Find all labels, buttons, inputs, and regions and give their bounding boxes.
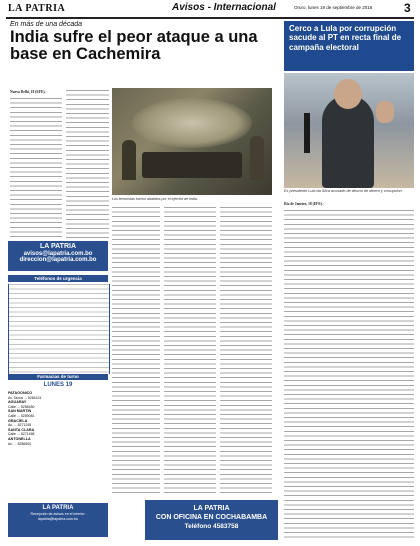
cochabamba-ad (145, 500, 278, 540)
contact-logo: LA PATRIA (39, 243, 77, 250)
article-headline: India sufre el peor ataque a una base en Cachemira (10, 28, 258, 63)
header-divider (6, 17, 414, 19)
article-dateline: Nueva Delhi, 18 (EFE).- (10, 90, 47, 94)
article-column-5 (220, 207, 272, 497)
article-column-4 (164, 207, 216, 497)
article-photo (112, 88, 272, 195)
reception-logo: LA PATRIA (42, 505, 74, 511)
right-article-dateline: Río de Janeiro, 18 (EFE).- (284, 202, 325, 206)
phones-list (8, 284, 110, 374)
right-article-dateline-block (284, 202, 414, 207)
contact-box (8, 241, 108, 271)
photo-caption: Los terroristas fueron abatidos por el ejército de India. (112, 197, 198, 201)
pharmacy-item: SAN MARTIN Calle ... 5289081 (8, 409, 35, 418)
pharmacy-header: Farmacias de turno (8, 374, 108, 380)
issue-date: Oruro, lunes 19 de septiembre de 2016 (294, 5, 373, 10)
article-column-3 (112, 207, 160, 497)
contact-email-ads[interactable]: avisos@lapatria.com.bo (23, 251, 93, 257)
pharmacy-item: ANTONELLA Av. ... 5286500 (8, 436, 32, 446)
newspaper-logo: LA PATRIA (8, 3, 66, 14)
pharmacy-day: LUNES 19 (43, 382, 73, 388)
section-title: Avisos - Internacional (172, 2, 276, 13)
pharmacy-item: AGUARAY Calle ... 5258450 (8, 400, 35, 409)
right-photo-caption: Ex presidente Lula da Silva acusado de desvío de dinero y corrupción. (284, 189, 403, 193)
reception-email[interactable]: lapatria@lapatria.com.bo (37, 517, 78, 521)
right-article-body (284, 210, 414, 540)
ad-phone: Teléfono 4583758 (184, 523, 239, 530)
pharmacy-item: SANTA CLARA Calle ... 5271468 (8, 427, 35, 437)
ad-office-line: CON OFICINA EN COCHABAMBA (155, 514, 268, 521)
pharmacy-item: PATAGONICO Av. Tacna ... 5284421 (8, 391, 42, 400)
contact-email-direction[interactable]: direccion@lapatria.com.bo (19, 257, 97, 263)
article-dateline-block (10, 90, 64, 95)
reception-box (8, 503, 108, 537)
phones-header: Teléfonos de urgencia (8, 275, 108, 282)
article-kicker: En más de una década (10, 21, 82, 28)
article-column-2 (66, 90, 109, 240)
ad-logo: LA PATRIA (193, 505, 230, 512)
page-number: 3 (404, 1, 411, 15)
right-article-photo (284, 73, 414, 188)
right-article-headline: Cerco a Lula por corrupción sacude al PT en recta final de campaña electoral (284, 21, 414, 71)
pharmacy-list (8, 391, 108, 446)
reception-line: Recepción de avisos en el interior: (30, 512, 86, 516)
pharmacy-item: GRACIELA Av. ... 5271245 (8, 418, 32, 428)
article-column-1 (10, 98, 62, 239)
